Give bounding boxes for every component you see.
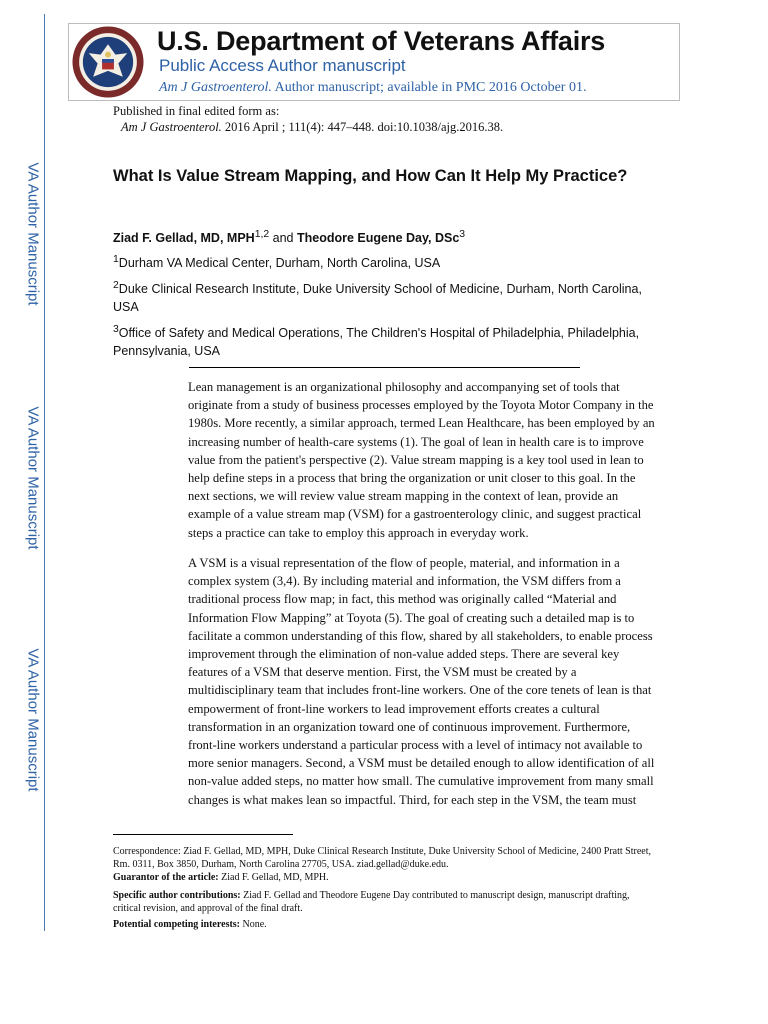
competing-label: Potential competing interests: [113,919,241,930]
citation-line [113,119,503,135]
organization-name: U.S. Department of Veterans Affairs [157,26,606,56]
author-2-affil: 3 [459,229,466,240]
guarantor-text: Ziad F. Gellad, MD, MPH. [218,872,329,883]
competing-interests-note [113,919,658,932]
citation-journal: Am J Gastroenterol. [121,120,222,134]
affiliation-3 [113,321,653,360]
side-label-top: VA Author Manuscript [24,162,42,306]
affiliation-3-text: Office of Safety and Medical Operations, The Children's Hospital of Philadelphia, Philadelphia, Pennsylvania, USA [113,326,640,359]
guarantor-label: Guarantor of the article: [113,872,219,883]
affiliation-1 [113,251,653,272]
author-line [113,229,465,245]
contributions-label: Specific author contributions: [113,890,241,901]
contributions-note [113,890,658,915]
footnote-divider [113,834,293,835]
affiliation-2-text: Duke Clinical Research Institute, Duke University School of Medicine, Durham, North Carolina, USA [113,282,642,315]
competing-text: None. [240,919,267,930]
affiliation-2 [113,277,653,316]
side-label-bottom: VA Author Manuscript [24,648,42,792]
author-conjunction: and [269,231,297,246]
article-title: What Is Value Stream Mapping, and How Can It Help My Practice? [113,167,628,185]
affiliation-1-text: Durham VA Medical Center, Durham, North Carolina, USA [118,256,441,271]
guarantor-note [113,872,658,885]
availability-line [159,80,586,96]
contributions-text: Ziad F. Gellad and Theodore Eugene Day contributed to manuscript design, manuscript drafting, critical revision, and approval of the final draft. [113,890,630,914]
title-divider [189,367,580,368]
author-1-affil: 1,2 [254,229,270,240]
availability-text: Author manuscript; available in PMC 2016 October 01. [271,80,587,95]
author-1: Ziad F. Gellad, MD, MPH [113,231,255,246]
affiliation-2-number: 2 [113,280,119,291]
va-seal-logo [71,25,145,99]
paragraph-1: Lean management is an organizational philosophy and accompanying set of tools that originate from a study of business processes employed by the Toyota Motor Company in the 1980s. More recently, a similar approach, termed Lean Healthcare, has been employed by an increasing number of health-care systems (1). The goal of lean in health care is to improve value from the patient's perspective (2). Value stream mapping is a key tool used in lean to help define steps in a process that bring the organization or unit closer to this goal. In the next sections, we will review value stream mapping in the context of lean, provide an example of a value stream map (VSM) for a gastroenterology clinic, and suggest practical steps a practice can take to employ this approach in everyday work. [188,380,655,540]
side-label-middle: VA Author Manuscript [24,406,42,550]
manuscript-header [68,23,680,101]
correspondence-note: Correspondence: Ziad F. Gellad, MD, MPH, Duke Clinical Research Institute, Duke University School of Medicine, 2400 Pratt Street, Rm. 0311, Box 3850, Durham, North Carolina 27705, USA. ziad.gellad@duke.edu. [113,846,651,870]
journal-abbrev: Am J Gastroenterol. [159,80,272,95]
affiliation-1-number: 1 [113,254,119,265]
affiliation-3-number: 3 [113,324,119,335]
published-label: Published in final edited form as: [113,104,280,118]
paragraph-2: A VSM is a visual representation of the flow of people, material, and information in a complex system (3,4). By including material and information, the VSM differs from a traditional process flow map; in fact, this method was originally called “Material and Information Flow Mapping” at Toyota (5). The goal of creating such a detailed map is to facilitate a common understanding of this flow, shared by all stakeholders, to enable process improvement through the elimination of non-value added steps. There are several key features of a VSM that deserve mention. First, the VSM must be created by a multidisciplinary team that includes front-line workers. One of the core tenets of lean is that empowerment of front-line workers to lead improvement efforts creates a cultural transformation in an organization toward one of continuous improvement. Furthermore, front-line workers understand a particular process with a level of intimacy not available to more senior managers. Second, a VSM must be detailed enough to allow identification of all non-value added steps, no matter how small. The cumulative improvement from many small changes is what makes lean so impactful. Third, for each step in the VSM, the team must [188,556,655,807]
margin-rule [44,14,45,931]
author-2: Theodore Eugene Day, DSc [296,231,460,246]
publication-info [113,103,503,135]
manuscript-type: Public Access Author manuscript [159,56,406,75]
citation-details: 2016 April ; 111(4): 447–448. doi:10.1038/ajg.2016.38. [221,120,504,134]
